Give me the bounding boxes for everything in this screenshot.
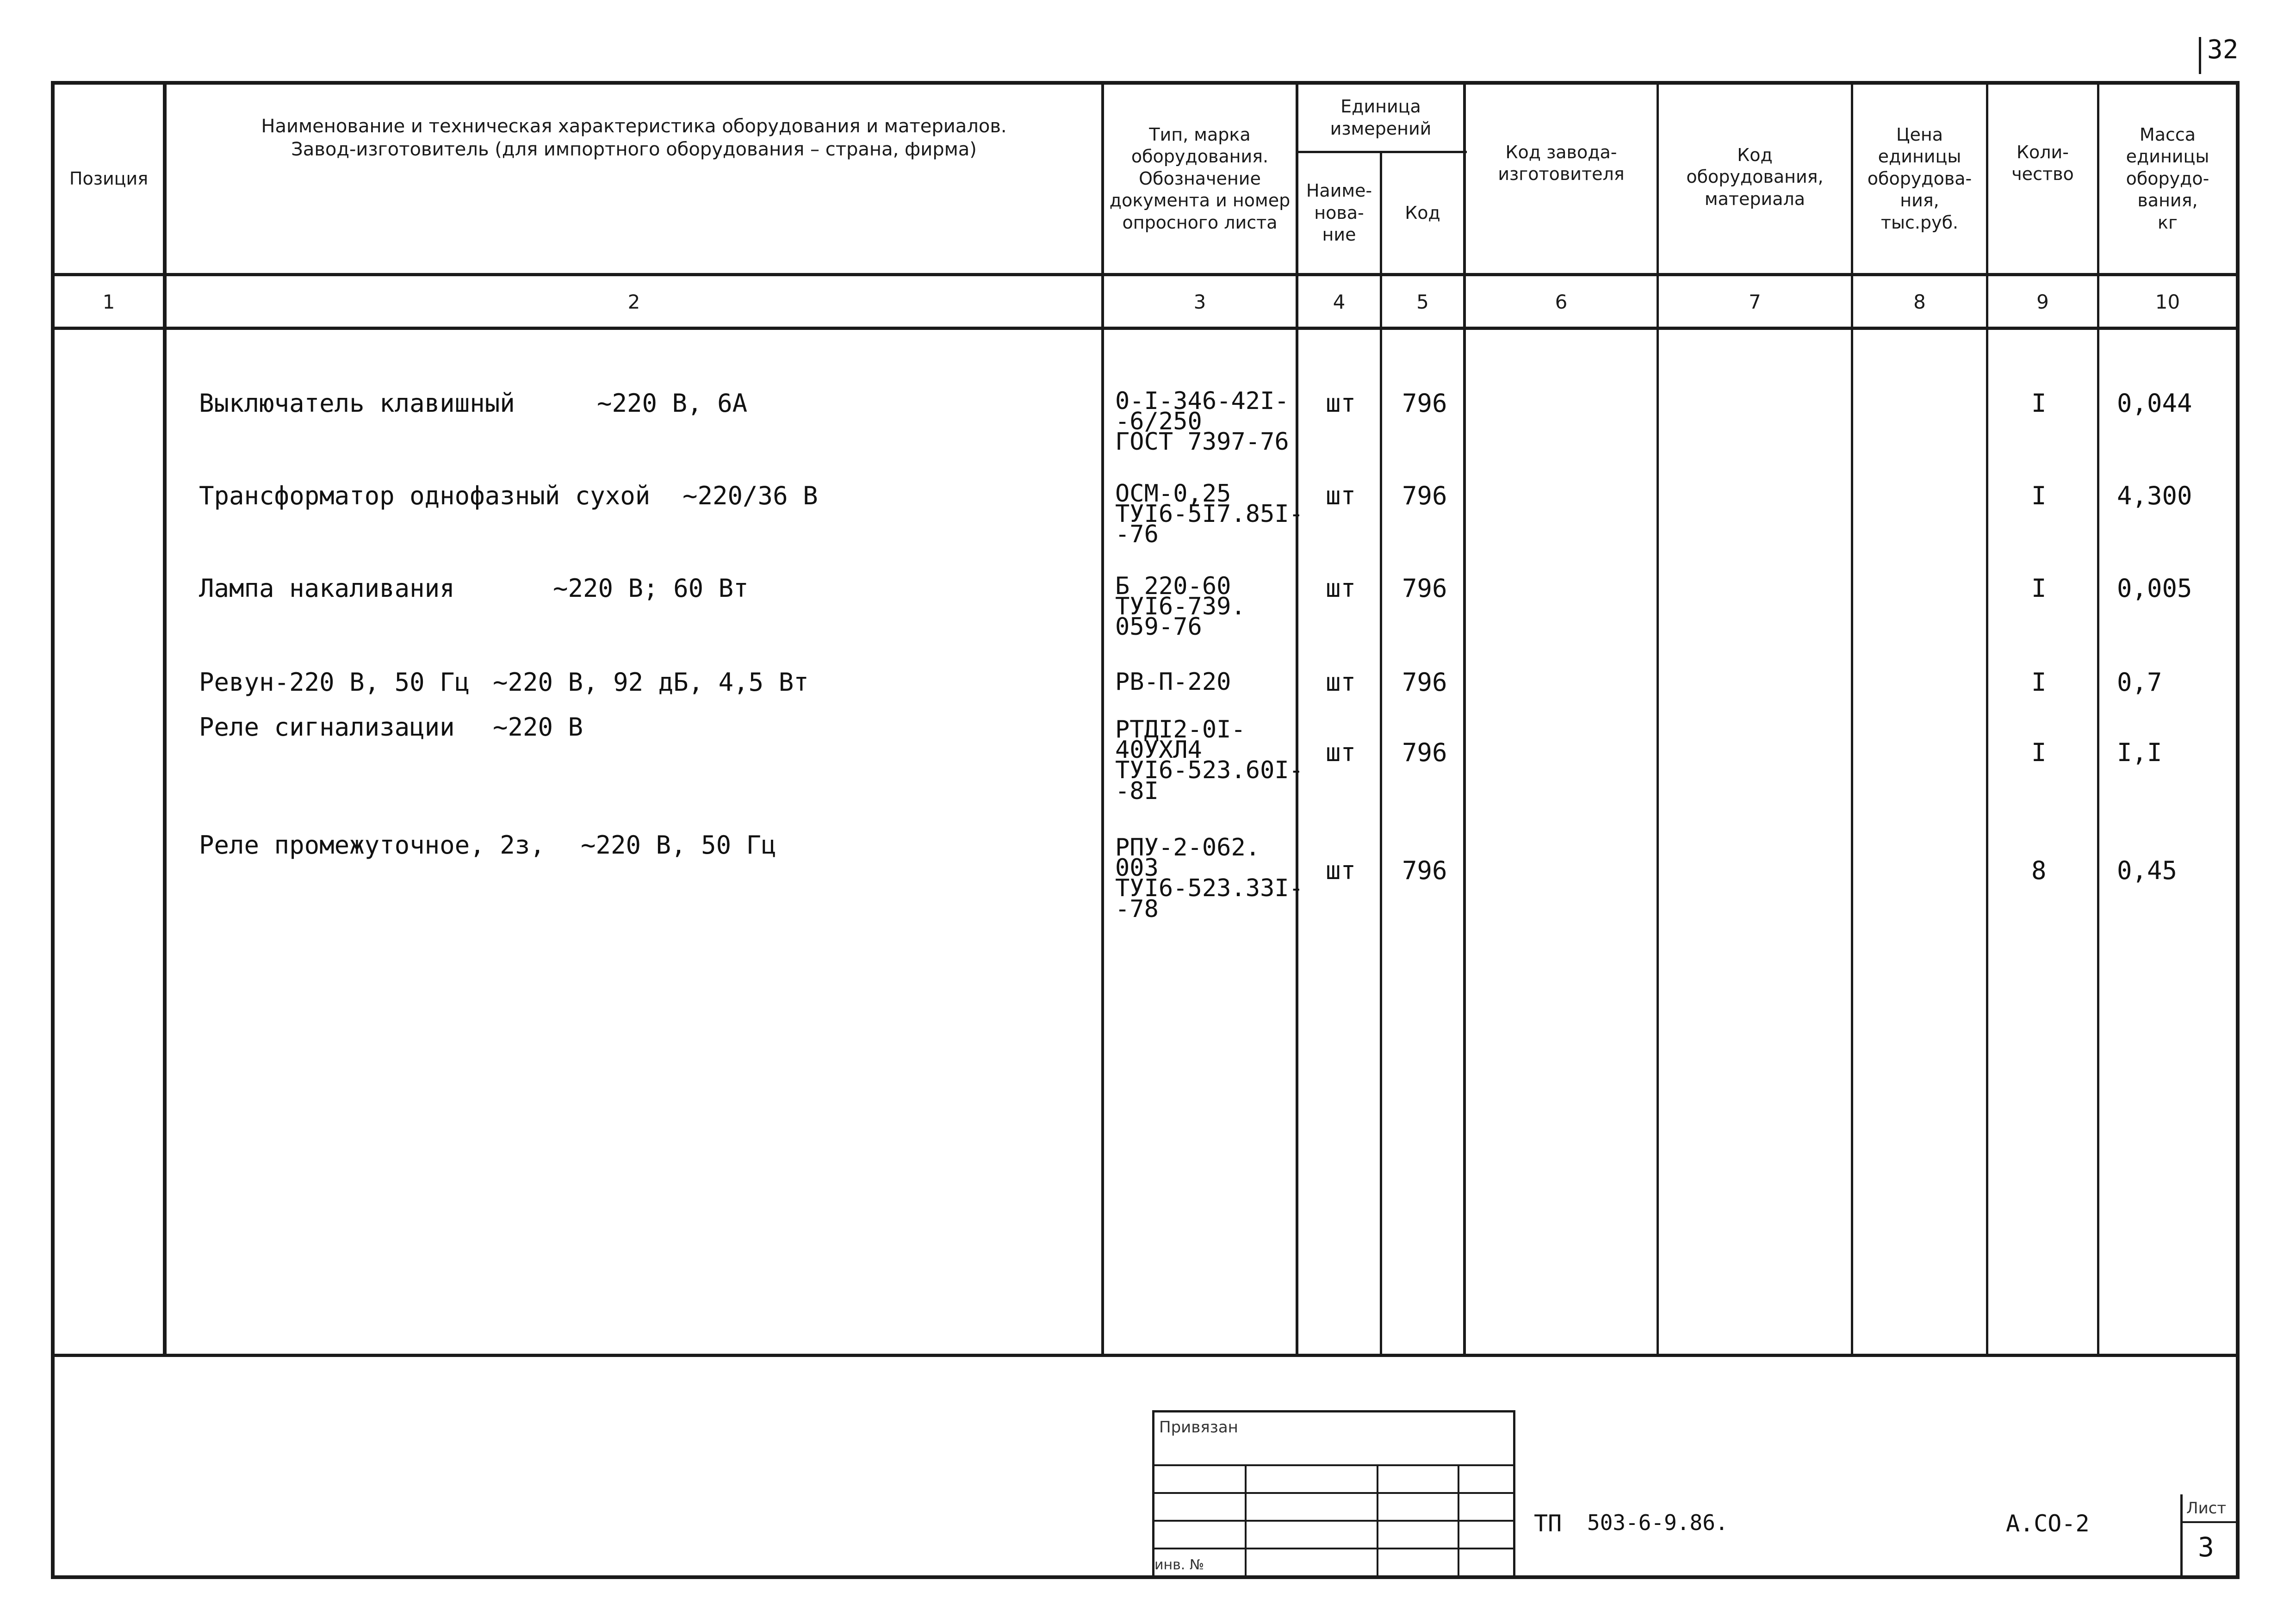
item-name: Реле сигнализации (199, 712, 455, 742)
item-spec: ~220/36 В (683, 481, 818, 510)
item-type: 0-I-346-42I- -6/250 ГОСТ 7397-76 (1115, 387, 1289, 456)
stamp-bound-label: Привязан (1159, 1418, 1238, 1437)
header-quantity: Коли- чество (2011, 142, 2074, 184)
item-code: 796 (1402, 574, 1447, 603)
item-quantity: I (2031, 574, 2047, 603)
item-spec: ~220 В, 50 Гц (581, 830, 776, 860)
item-quantity: I (2031, 389, 2047, 418)
stamp-sheet-number: 3 (2198, 1531, 2214, 1563)
item-type: ОСМ-0,25 ТУI6-5I7.85I- -76 (1115, 480, 1303, 549)
item-type: Б 220-60 ТУI6-739. 059-76 (1115, 572, 1246, 641)
item-quantity: I (2031, 481, 2047, 510)
stamp-inv-label: инв. № (1154, 1557, 1204, 1573)
colnum-10: 10 (2155, 291, 2180, 313)
item-mass: 4,300 (2117, 481, 2192, 510)
colnum-8: 8 (1913, 291, 1926, 313)
item-name: Трансформатор однофазный сухой (199, 481, 651, 510)
item-mass: 0,45 (2117, 856, 2178, 885)
item-spec: ~220 В, 92 дБ, 4,5 Вт (493, 668, 809, 697)
item-code: 796 (1402, 481, 1447, 510)
frame-top (51, 81, 2240, 85)
item-code: 796 (1402, 856, 1447, 885)
colnum-3: 3 (1193, 291, 1206, 313)
item-code: 796 (1402, 738, 1447, 767)
item-quantity: I (2031, 668, 2047, 697)
stamp-sheet-label: Лист (2186, 1499, 2227, 1518)
item-quantity: 8 (2031, 856, 2047, 885)
stamp-doc-number: 503-6-9.86. (1587, 1510, 1728, 1535)
item-unit: шт (1326, 738, 1356, 767)
page-number: 32 (2207, 35, 2239, 65)
stamp-doc-code: ТП (1534, 1510, 1562, 1537)
header-type: Тип, марка оборудования. Обозначение документа и номер опросного листа (1109, 124, 1291, 233)
colnum-7: 7 (1749, 291, 1761, 313)
item-mass: I,I (2117, 738, 2162, 767)
colnum-1: 1 (102, 291, 115, 313)
item-name: Реле промежуточное, 2з, (199, 830, 545, 860)
item-unit: шт (1326, 481, 1356, 510)
item-unit: шт (1326, 389, 1356, 418)
item-unit: шт (1326, 856, 1356, 885)
colnum-2: 2 (627, 291, 640, 313)
header-mass: Масса единицы оборудо- вания, кг (2126, 124, 2209, 233)
item-type: РТДI2-0I- 40УХЛ4 ТУI6-523.60I- -8I (1115, 716, 1303, 805)
item-type: РПУ-2-062. 003 ТУI6-523.33I- -78 (1115, 834, 1303, 923)
item-name: Лампа накаливания (199, 574, 455, 603)
item-mass: 0,044 (2117, 389, 2192, 418)
frame-bottom (51, 1575, 2240, 1579)
colnum-4: 4 (1333, 291, 1346, 313)
header-unit-code: Код (1405, 202, 1440, 223)
item-mass: 0,005 (2117, 574, 2192, 603)
colnum-6: 6 (1555, 291, 1568, 313)
header-position: Позиция (69, 168, 149, 189)
header-plant-code: Код завода- изготовителя (1498, 142, 1625, 184)
item-unit: шт (1326, 574, 1356, 603)
item-spec: ~220 В (493, 712, 583, 742)
item-name: Выключатель клавишный (199, 389, 515, 418)
item-code: 796 (1402, 668, 1447, 697)
header-name: Наименование и техническая характеристика оборудования и материалов. Завод-изготовитель (для импортного оборудования – страна, фирма) (261, 116, 1007, 160)
item-spec: ~220 В, 6А (597, 389, 748, 418)
item-quantity: I (2031, 738, 2047, 767)
item-code: 796 (1402, 389, 1447, 418)
colnum-5: 5 (1416, 291, 1429, 313)
header-price: Цена единицы оборудова- ния, тыс.руб. (1867, 124, 1972, 233)
item-spec: ~220 В; 60 Вт (553, 574, 749, 603)
header-unit-group: Единица измерений (1330, 96, 1432, 139)
header-equipment-code: Код оборудования, материала (1686, 144, 1824, 209)
stamp-sheet-code: А.СО-2 (2006, 1510, 2090, 1537)
item-name: Ревун-220 В, 50 Гц (199, 668, 470, 697)
item-mass: 0,7 (2117, 668, 2162, 697)
item-type: РВ-П-220 (1115, 668, 1231, 696)
colnum-9: 9 (2036, 291, 2049, 313)
item-unit: шт (1326, 668, 1356, 697)
header-unit-name: Наиме- нова- ние (1306, 180, 1372, 245)
